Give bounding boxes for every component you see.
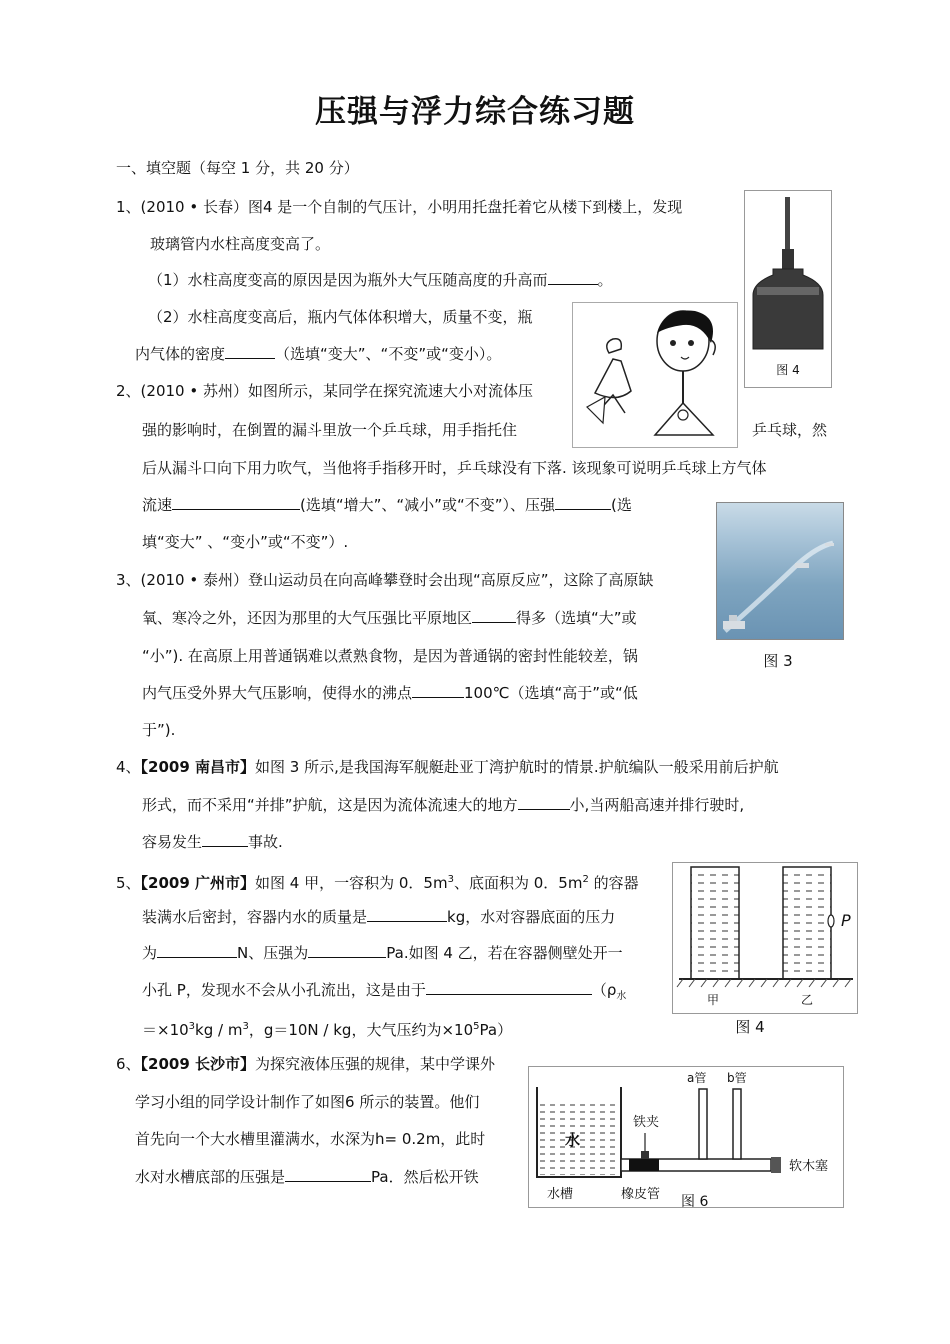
fig4-yi-label: 乙 (801, 993, 814, 1007)
q5-rho-text: （ρ (591, 981, 617, 999)
q2-line2a: 强的影响时，在倒置的漏斗里放一个乒乓球，用手指托住 (142, 421, 518, 439)
q1-blank-1[interactable] (548, 270, 598, 285)
q4-line2 (142, 794, 744, 816)
q6-text: 为探究液体压强的规律，某中学课外 (255, 1055, 496, 1073)
q5-mass-end: kg，水对容器底面的压力 (447, 908, 616, 926)
fig4-p-label: P (841, 911, 851, 930)
q2-line4 (142, 494, 632, 516)
q2-select-text: (选 (611, 496, 632, 514)
q5-source: 【2009 广州市】 (140, 874, 256, 892)
q1-line4: （2）水柱高度变高后，瓶内气体体积增大，质量不变，瓶 (148, 308, 533, 326)
q5-const-4: Pa） (479, 1021, 513, 1039)
q3-line3: “小”). 在高原上用普通锅难以煮熟食物，是因为普通锅的密封性能较差，锅 (142, 647, 638, 665)
q5-const-1: ＝×10 (142, 1021, 189, 1039)
fig6-b-tube-label: b管 (727, 1071, 747, 1085)
barometer-caption: 图 4 (776, 363, 800, 377)
q5-const-3: ，g＝10N / kg，大气压约为×10 (248, 1021, 474, 1039)
q2-line5: 填“变大” 、“变小”或“不变”）. (142, 533, 349, 551)
q5-blank-pressure[interactable] (308, 943, 386, 958)
q4-blank-flow[interactable] (518, 795, 570, 810)
fig6-caption: 图 6 (681, 1194, 709, 1210)
q1-part2-end: （选填“变大”、“不变”或“变小）。 (275, 345, 502, 363)
q2-blank-speed[interactable] (172, 495, 300, 510)
q3-boil-end: 100℃（选填“高于”或“低 (464, 684, 638, 702)
q6-pressure-end: Pa．然后松开铁 (371, 1168, 479, 1186)
q6-source: 【2009 长沙市】 (140, 1055, 256, 1073)
funnel-drawing (573, 303, 737, 447)
page-title: 压强与浮力综合练习题 (315, 94, 635, 130)
barometer-figure (744, 190, 832, 388)
q6-line1 (116, 1053, 495, 1075)
q3-blank-pressure[interactable] (472, 608, 516, 623)
q5-reason-text: 小孔 P，发现水不会从小孔流出，这是由于 (142, 981, 426, 999)
q5-line5 (142, 1016, 512, 1041)
q5-blank-mass[interactable] (367, 907, 447, 922)
q4-source: 【2009 南昌市】 (140, 758, 256, 776)
fig6-rubber-label: 橡皮管 (621, 1187, 661, 1202)
q2-pressure-text: (选填“增大”、“减小”或“不变”）、压强 (300, 496, 555, 514)
fig6-water-label: 水 (565, 1131, 581, 1149)
q3-pressure-end: 得多（选填“大”或 (516, 609, 637, 627)
q6-line4 (135, 1166, 479, 1188)
q4-accident-text: 容易发生 (142, 833, 203, 851)
q5-mass-text: 装满水后密封，容器内水的质量是 (142, 908, 368, 926)
q4-flow-text: 形式，而不采用“并排”护航，这是因为流体流速大的地方 (142, 796, 518, 814)
q4-blank-accident[interactable] (202, 832, 248, 847)
q3-line5: 于”). (142, 721, 176, 739)
q3-line1: 3、(2010 • 泰州）登山运动员在向高峰攀登时会出现“高原反应”，这除了高原缺 (116, 571, 654, 589)
q3-line2 (142, 607, 637, 629)
containers-drawing (673, 863, 857, 1013)
fig3-caption: 图 3 (763, 652, 793, 670)
q6-line3: 首先向一个大水槽里灌满水，水深为h= 0.2m，此时 (135, 1130, 486, 1148)
q5-const-sup-3: 5 (473, 1021, 480, 1032)
q4-line1 (116, 756, 779, 778)
q1-blank-2[interactable] (225, 344, 275, 359)
q5-rho-sub: 水 (616, 991, 627, 1002)
q5-const-sup-2: 3 (242, 1021, 249, 1032)
q2-speed-text: 流速 (142, 496, 173, 514)
q5-pressure-text: N、压强为 (237, 944, 309, 962)
q5-const-sup-1: 3 (188, 1021, 196, 1032)
fig6-clamp-label: 铁夹 (633, 1115, 660, 1130)
q5-line1 (116, 869, 639, 894)
q1-part1-end: 。 (597, 271, 613, 289)
q2-line1: 2、(2010 • 苏州）如图所示，某同学在探究流速大小对流体压 (116, 382, 533, 400)
funnel-figure (572, 302, 738, 448)
apparatus-figure (528, 1066, 844, 1208)
q3-blank-boil[interactable] (412, 683, 464, 698)
q1-line5 (135, 343, 501, 365)
q6-blank-pressure[interactable] (285, 1167, 371, 1182)
q2-blank-pressure[interactable] (555, 495, 611, 510)
q4-accident-end: 事故. (248, 833, 283, 851)
q3-pressure-text: 氧、寒冷之外，还因为那里的大气压强比平原地区 (142, 609, 473, 627)
q5-text-3: 的容器 (588, 874, 639, 892)
q4-line3 (142, 831, 283, 853)
fig6-plug-label: 软木塞 (789, 1159, 829, 1174)
fig4-jia-label: 甲 (707, 993, 720, 1007)
q6-line2: 学习小组的同学设计制作了如图6 所示的装置。他们 (135, 1093, 480, 1111)
fig6-tank-label: 水槽 (547, 1187, 574, 1202)
q5-const-2: kg / m (195, 1021, 243, 1039)
q4-number: 4、 (116, 758, 141, 776)
q2-line2b: 乒乓球，然 (752, 421, 828, 439)
fig4-caption: 图 4 (735, 1018, 765, 1036)
q1-line3 (148, 269, 613, 291)
q5-text-1: 如图 4 甲，一容积为 0．5m (255, 874, 448, 892)
q6-number: 6、 (116, 1055, 141, 1073)
q1-part1-text: （1）水柱高度变高的原因是因为瓶外大气压随高度的升高而 (148, 271, 548, 289)
q5-pressure-end: Pa.如图 4 乙，若在容器侧壁处开一 (386, 944, 623, 962)
q3-line4 (142, 682, 638, 704)
q5-force-text: 为 (142, 944, 158, 962)
q5-line4 (142, 979, 626, 1008)
q5-sup-2: 2 (582, 874, 589, 885)
q1-line2: 玻璃管内水柱高度变高了。 (150, 235, 331, 253)
containers-figure (672, 862, 858, 1014)
q4-flow-end: 小,当两船高速并排行驶时, (569, 796, 745, 814)
q5-line3 (142, 942, 623, 964)
q5-text-2: 、底面积为 0．5m (453, 874, 583, 892)
q6-pressure-text: 水对水槽底部的压强是 (135, 1168, 286, 1186)
q4-text: 如图 3 所示,是我国海军舰艇赴亚丁湾护航时的情景.护航编队一般采用前后护航 (255, 758, 779, 776)
fig6-a-tube-label: a管 (687, 1071, 707, 1085)
section-heading: 一、填空题（每空 1 分，共 20 分） (116, 159, 359, 177)
q5-line2 (142, 906, 615, 928)
navy-ships-photo (716, 502, 844, 640)
q2-line3: 后从漏斗口向下用力吹气，当他将手指移开时，乒乓球没有下落. 该现象可说明乒乓球上方气体 (142, 459, 767, 477)
q5-sup-1: 3 (447, 874, 454, 885)
q5-number: 5、 (116, 874, 141, 892)
navy-ships-drawing (717, 503, 843, 639)
barometer-drawing (745, 191, 831, 387)
q5-blank-force[interactable] (157, 943, 237, 958)
q5-blank-reason[interactable] (426, 980, 592, 995)
q1-line1: 1、(2010 • 长春）图4 是一个自制的气压计，小明用托盘托着它从楼下到楼上，发现 (116, 198, 683, 216)
q1-part2-text: 内气体的密度 (135, 345, 226, 363)
q3-boil-text: 内气压受外界大气压影响，使得水的沸点 (142, 684, 413, 702)
